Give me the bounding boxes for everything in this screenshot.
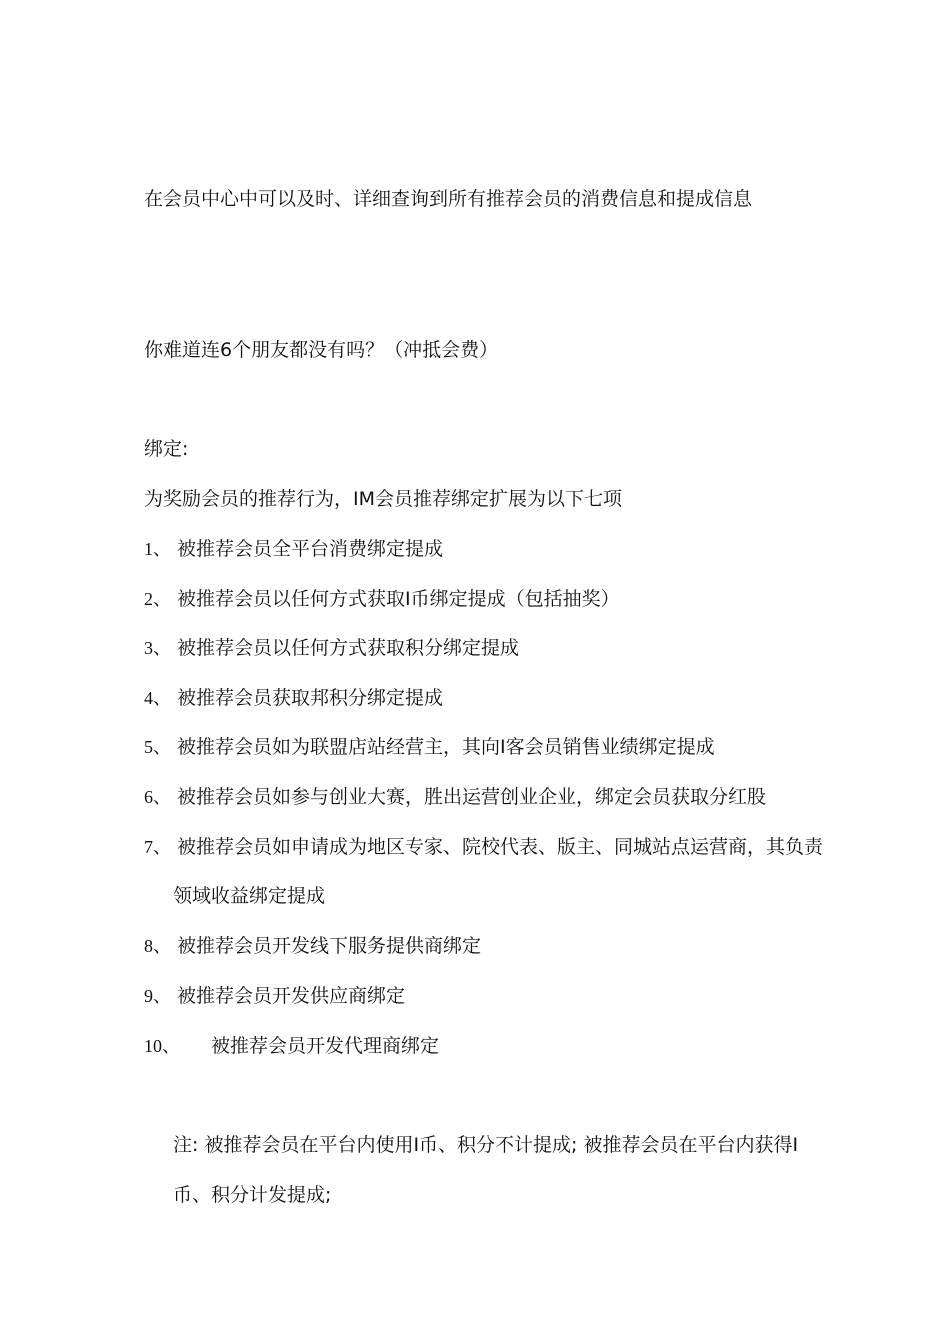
note-text: 注: 被推荐会员在平台内使用I币、积分不计提成; 被推荐会员在平台内获得I bbox=[173, 1134, 799, 1156]
list-item-number: 9、 bbox=[144, 986, 171, 1006]
intro-text: 在会员中心中可以及时、详细查询到所有推荐会员的消费信息和提成信息 bbox=[144, 188, 753, 210]
binding-heading: 绑定: bbox=[144, 438, 189, 460]
list-item bbox=[144, 934, 481, 958]
list-item-text: 被推荐会员获取邦积分绑定提成 bbox=[177, 687, 444, 709]
list-item-number: 8、 bbox=[144, 936, 171, 956]
list-item-number: 2、 bbox=[144, 589, 171, 609]
list-item-text: 被推荐会员如参与创业大赛，胜出运营创业企业，绑定会员获取分红股 bbox=[177, 786, 767, 808]
list-item bbox=[144, 984, 405, 1008]
list-item-text: 被推荐会员开发供应商绑定 bbox=[177, 985, 406, 1007]
list-item bbox=[144, 686, 443, 710]
list-item bbox=[144, 785, 766, 809]
list-item bbox=[144, 835, 823, 859]
question-text: 你难道连6个朋友都没有吗？（冲抵会费） bbox=[144, 339, 499, 361]
list-item-number: 7、 bbox=[144, 837, 171, 857]
list-item-number: 5、 bbox=[144, 737, 171, 757]
list-item-number: 6、 bbox=[144, 787, 171, 807]
list-item-number: 10、 bbox=[144, 1036, 180, 1056]
list-item-text: 被推荐会员全平台消费绑定提成 bbox=[177, 538, 444, 560]
list-item bbox=[144, 1034, 439, 1058]
list-item bbox=[144, 636, 519, 660]
list-item-text: 被推荐会员以任何方式获取积分绑定提成 bbox=[177, 637, 520, 659]
list-item bbox=[144, 735, 715, 759]
list-item-number: 1、 bbox=[144, 539, 171, 559]
list-item-text: 被推荐会员以任何方式获取I币绑定提成（包括抽奖） bbox=[177, 588, 620, 610]
list-item-text: 被推荐会员开发线下服务提供商绑定 bbox=[177, 935, 482, 957]
binding-description: 为奖励会员的推荐行为，IM会员推荐绑定扩展为以下七项 bbox=[144, 488, 622, 510]
list-item-number: 3、 bbox=[144, 638, 171, 658]
list-item-text: 被推荐会员开发代理商绑定 bbox=[211, 1035, 440, 1057]
note-text-continuation: 币、积分计发提成; bbox=[173, 1184, 332, 1206]
list-item-text: 被推荐会员如申请成为地区专家、院校代表、版主、同城站点运营商，其负责 bbox=[177, 836, 824, 858]
list-item-text: 被推荐会员如为联盟店站经营主，其向I客会员销售业绩绑定提成 bbox=[177, 736, 715, 758]
list-item-continuation: 领域收益绑定提成 bbox=[173, 885, 326, 907]
list-item bbox=[144, 587, 620, 611]
list-item bbox=[144, 537, 443, 561]
list-item-number: 4、 bbox=[144, 688, 171, 708]
